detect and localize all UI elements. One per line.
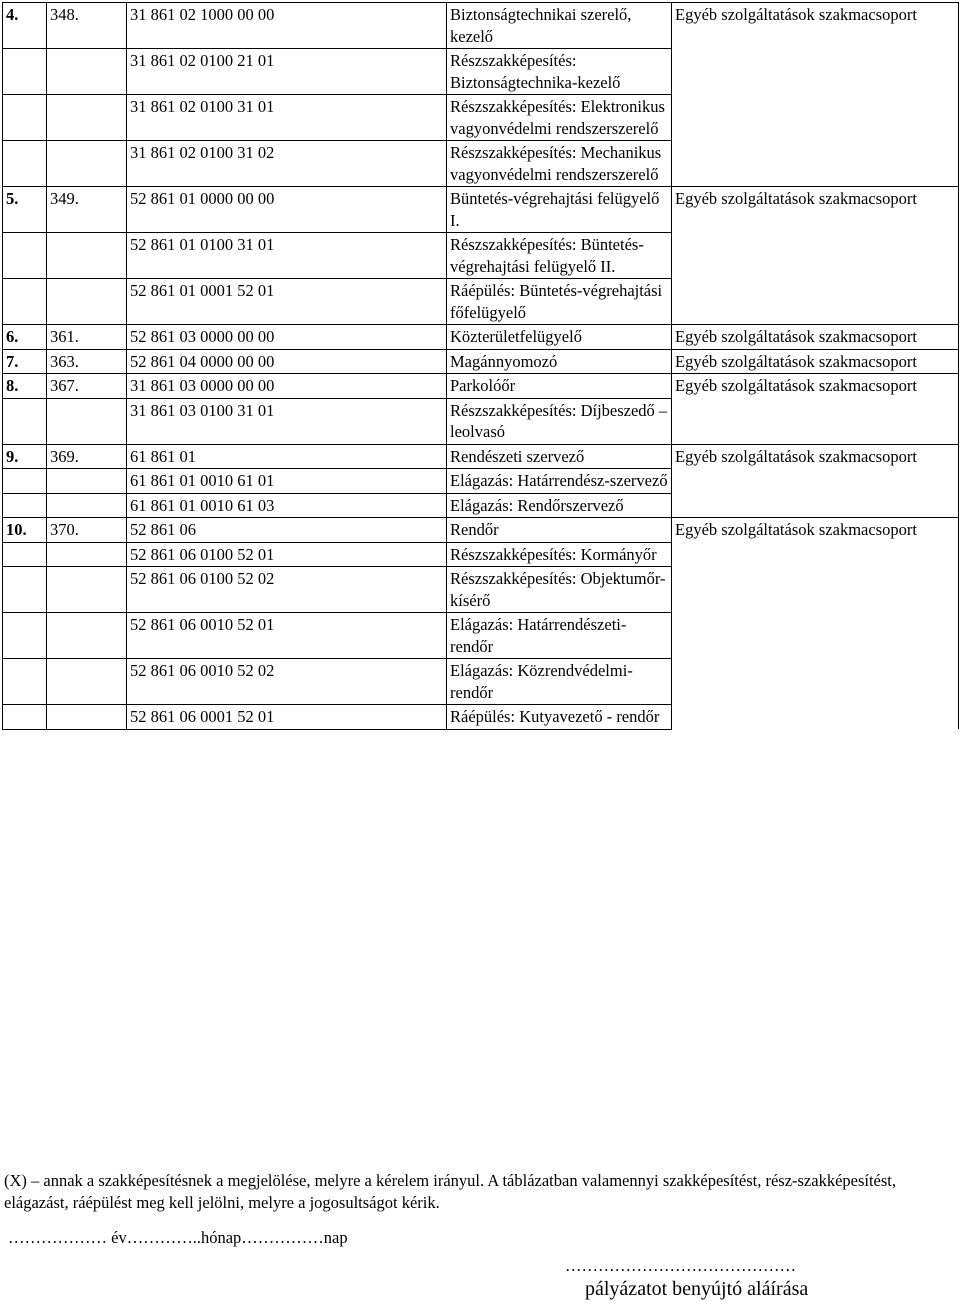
row-code: 52 861 06 0100 52 01: [127, 542, 447, 567]
row-code: 52 861 01 0001 52 01: [127, 279, 447, 325]
row-name: Biztonságtechnikai szerelő, kezelő: [447, 3, 672, 49]
row-category: Egyéb szolgáltatások szakmacsoport: [672, 444, 959, 469]
row-name: Közterületfelügyelő: [447, 325, 672, 350]
qualification-table: [2, 2, 959, 730]
footnote-text: (X) – annak a szakképesítésnek a megjelölése, melyre a kérelem irányul. A táblázatban valamennyi szakképesítést, rész-szakképesítést, elágazást, ráépülést meg kell jelölni, melyre a jogosultságot kérik.: [4, 1171, 897, 1212]
row-number: [3, 659, 47, 705]
row-category: [672, 95, 959, 141]
table-body: [3, 3, 959, 730]
table-row: [3, 705, 959, 730]
row-number: [3, 542, 47, 567]
row-code: 52 861 06: [127, 518, 447, 543]
footer: [4, 1170, 956, 1214]
row-number: 7.: [3, 349, 47, 374]
row-code: 31 861 03 0000 00 00: [127, 374, 447, 399]
table-row: [3, 567, 959, 613]
table-row: [3, 374, 959, 399]
row-number: [3, 613, 47, 659]
row-name: Részszakképesítés: Büntetés-végrehajtási felügyelő II.: [447, 233, 672, 279]
row-category: [672, 613, 959, 659]
row-category: [672, 141, 959, 187]
table-row: [3, 444, 959, 469]
table-row: [3, 659, 959, 705]
row-code: 52 861 01 0100 31 01: [127, 233, 447, 279]
row-name: Büntetés-végrehajtási felügyelő I.: [447, 187, 672, 233]
row-order: 361.: [47, 325, 127, 350]
row-order: 348.: [47, 3, 127, 49]
row-order: 369.: [47, 444, 127, 469]
table-row: [3, 542, 959, 567]
row-name: Rendészeti szervező: [447, 444, 672, 469]
row-number: [3, 95, 47, 141]
row-order: [47, 398, 127, 444]
row-category: [672, 49, 959, 95]
row-number: 9.: [3, 444, 47, 469]
row-number: 6.: [3, 325, 47, 350]
row-category: [672, 469, 959, 494]
table-row: [3, 469, 959, 494]
row-name: Részszakképesítés: Objektumőr-kísérő: [447, 567, 672, 613]
row-code: 52 861 06 0001 52 01: [127, 705, 447, 730]
date-line: ……………… év…………..hónap……………nap: [8, 1228, 348, 1247]
row-code: 61 861 01 0010 61 01: [127, 469, 447, 494]
row-code: 31 861 02 1000 00 00: [127, 3, 447, 49]
row-code: 31 861 02 0100 21 01: [127, 49, 447, 95]
row-order: [47, 493, 127, 518]
table-row: [3, 613, 959, 659]
row-order: [47, 542, 127, 567]
row-code: 52 861 06 0010 52 02: [127, 659, 447, 705]
row-category: [672, 279, 959, 325]
signature-label: pályázatot benyújtó aláírása: [585, 1278, 809, 1300]
table-row: [3, 49, 959, 95]
row-code: 52 861 01 0000 00 00: [127, 187, 447, 233]
row-name: Magánnyomozó: [447, 349, 672, 374]
row-category: [672, 705, 959, 730]
row-number: 8.: [3, 374, 47, 399]
row-order: [47, 705, 127, 730]
table-row: [3, 3, 959, 49]
row-category: [672, 659, 959, 705]
row-code: 61 861 01 0010 61 03: [127, 493, 447, 518]
row-code: 31 861 03 0100 31 01: [127, 398, 447, 444]
row-name: Elágazás: Határrendész-szervező: [447, 469, 672, 494]
row-number: [3, 567, 47, 613]
table-row: [3, 141, 959, 187]
row-number: [3, 233, 47, 279]
row-name: Részszakképesítés: Díjbeszedő – leolvasó: [447, 398, 672, 444]
row-category: Egyéb szolgáltatások szakmacsoport: [672, 518, 959, 543]
row-order: [47, 95, 127, 141]
row-order: [47, 613, 127, 659]
row-name: Ráépülés: Kutyavezető - rendőr: [447, 705, 672, 730]
table-row: [3, 187, 959, 233]
row-number: 5.: [3, 187, 47, 233]
row-number: [3, 141, 47, 187]
row-code: 52 861 06 0100 52 02: [127, 567, 447, 613]
row-category: Egyéb szolgáltatások szakmacsoport: [672, 187, 959, 233]
row-number: [3, 469, 47, 494]
row-order: 367.: [47, 374, 127, 399]
row-order: [47, 469, 127, 494]
table-row: [3, 493, 959, 518]
row-category: Egyéb szolgáltatások szakmacsoport: [672, 3, 959, 49]
row-order: [47, 659, 127, 705]
table-row: [3, 349, 959, 374]
row-name: Ráépülés: Büntetés-végrehajtási főfelügyelő: [447, 279, 672, 325]
table-row: [3, 398, 959, 444]
row-order: [47, 141, 127, 187]
row-code: 31 861 02 0100 31 01: [127, 95, 447, 141]
row-name: Parkolóőr: [447, 374, 672, 399]
row-order: [47, 279, 127, 325]
table-row: [3, 279, 959, 325]
row-number: [3, 705, 47, 730]
table-row: [3, 233, 959, 279]
row-category: Egyéb szolgáltatások szakmacsoport: [672, 325, 959, 350]
row-category: Egyéb szolgáltatások szakmacsoport: [672, 349, 959, 374]
row-code: 52 861 03 0000 00 00: [127, 325, 447, 350]
row-number: [3, 49, 47, 95]
row-name: Elágazás: Határrendészeti-rendőr: [447, 613, 672, 659]
row-category: [672, 398, 959, 444]
row-name: Részszakképesítés: Elektronikus vagyonvédelmi rendszerszerelő: [447, 95, 672, 141]
row-category: [672, 493, 959, 518]
table-row: [3, 325, 959, 350]
row-category: [672, 233, 959, 279]
row-order: 349.: [47, 187, 127, 233]
row-code: 52 861 06 0010 52 01: [127, 613, 447, 659]
row-code: 52 861 04 0000 00 00: [127, 349, 447, 374]
row-order: [47, 567, 127, 613]
row-code: 31 861 02 0100 31 02: [127, 141, 447, 187]
signature-dots: ……………………………………: [565, 1256, 796, 1275]
row-name: Elágazás: Rendőrszervező: [447, 493, 672, 518]
row-name: Részszakképesítés: Kormányőr: [447, 542, 672, 567]
row-category: Egyéb szolgáltatások szakmacsoport: [672, 374, 959, 399]
row-name: Részszakképesítés: Biztonságtechnika-kezelő: [447, 49, 672, 95]
row-order: 370.: [47, 518, 127, 543]
table-row: [3, 518, 959, 543]
row-number: 4.: [3, 3, 47, 49]
row-order: [47, 233, 127, 279]
row-number: [3, 398, 47, 444]
row-name: Rendőr: [447, 518, 672, 543]
row-name: Részszakképesítés: Mechanikus vagyonvédelmi rendszerszerelő: [447, 141, 672, 187]
row-number: [3, 493, 47, 518]
row-number: 10.: [3, 518, 47, 543]
row-order: [47, 49, 127, 95]
table-row: [3, 95, 959, 141]
row-number: [3, 279, 47, 325]
row-category: [672, 542, 959, 567]
row-name: Elágazás: Közrendvédelmi-rendőr: [447, 659, 672, 705]
row-category: [672, 567, 959, 613]
row-code: 61 861 01: [127, 444, 447, 469]
row-order: 363.: [47, 349, 127, 374]
